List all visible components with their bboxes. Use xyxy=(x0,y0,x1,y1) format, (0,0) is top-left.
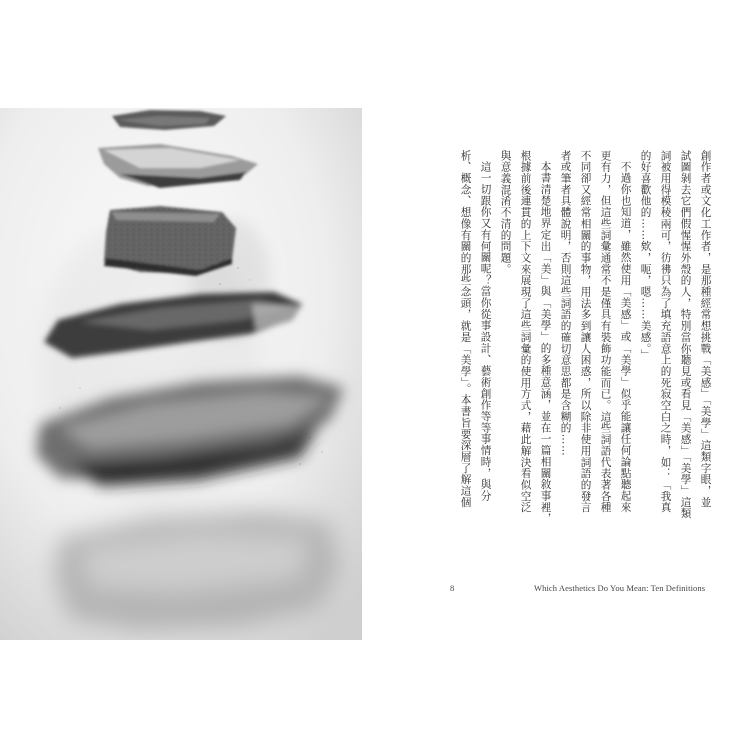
page-number: 8 xyxy=(450,583,455,593)
text-column-1: 創作者或文化工作者，是那種經常想挑戰「美感」「美學」這類字眼，並 xyxy=(699,150,712,508)
running-footer: Which Aesthetics Do You Mean: Ten Definitions xyxy=(534,583,706,593)
text-column-3: 詞被用得模稜兩可，彷彿只為了填充語意上的死寂空白之時，如：「我真 xyxy=(659,150,672,514)
stone-fragments-photo xyxy=(0,108,362,640)
text-column-9: 本書清楚地界定出「美」與「美學」的多種意涵，並在一篇相關敘事裡， xyxy=(539,161,552,525)
text-column-10: 根據前後連貫的上下文來展現了這些詞彙的使用方式，藉此解決看似空泛 xyxy=(519,150,532,514)
text-column-12: 這一切跟你又有何關呢？當你從事設計、藝術創作等等事情時，與分 xyxy=(479,161,492,502)
text-column-11: 與意義混淆不清的問題。 xyxy=(499,150,512,275)
text-column-13: 析、概念、想像有關的那些念頭，就是「美學」。本書旨要深層了解這個 xyxy=(459,150,472,508)
text-page xyxy=(395,150,710,610)
text-column-4: 的好喜歡他的……欸，呃，嗯……美感。」 xyxy=(639,150,652,361)
text-column-8: 者或筆者具體說明，否則這些詞語的確切意思都是含糊的…… xyxy=(559,150,572,457)
text-column-6: 更有力，但這些詞彙通常不是僅具有裝飾功能而已。這些詞語代表著各種 xyxy=(599,150,612,514)
text-column-2: 試圖剝去它們假惺惺外殼的人，特別當你聽見或看見「美感」「美學」這類 xyxy=(679,150,692,520)
photo-page xyxy=(0,108,362,640)
text-column-5: 不過你也知道，雖然使用「美感」或「美學」似乎能讓任何論點聽起來 xyxy=(619,161,632,513)
text-column-7: 不同卻又經常相關的事物，用法多到讓人困惑，所以除非使用詞語的發言 xyxy=(579,150,592,514)
stone-fragment-3 xyxy=(104,206,236,276)
